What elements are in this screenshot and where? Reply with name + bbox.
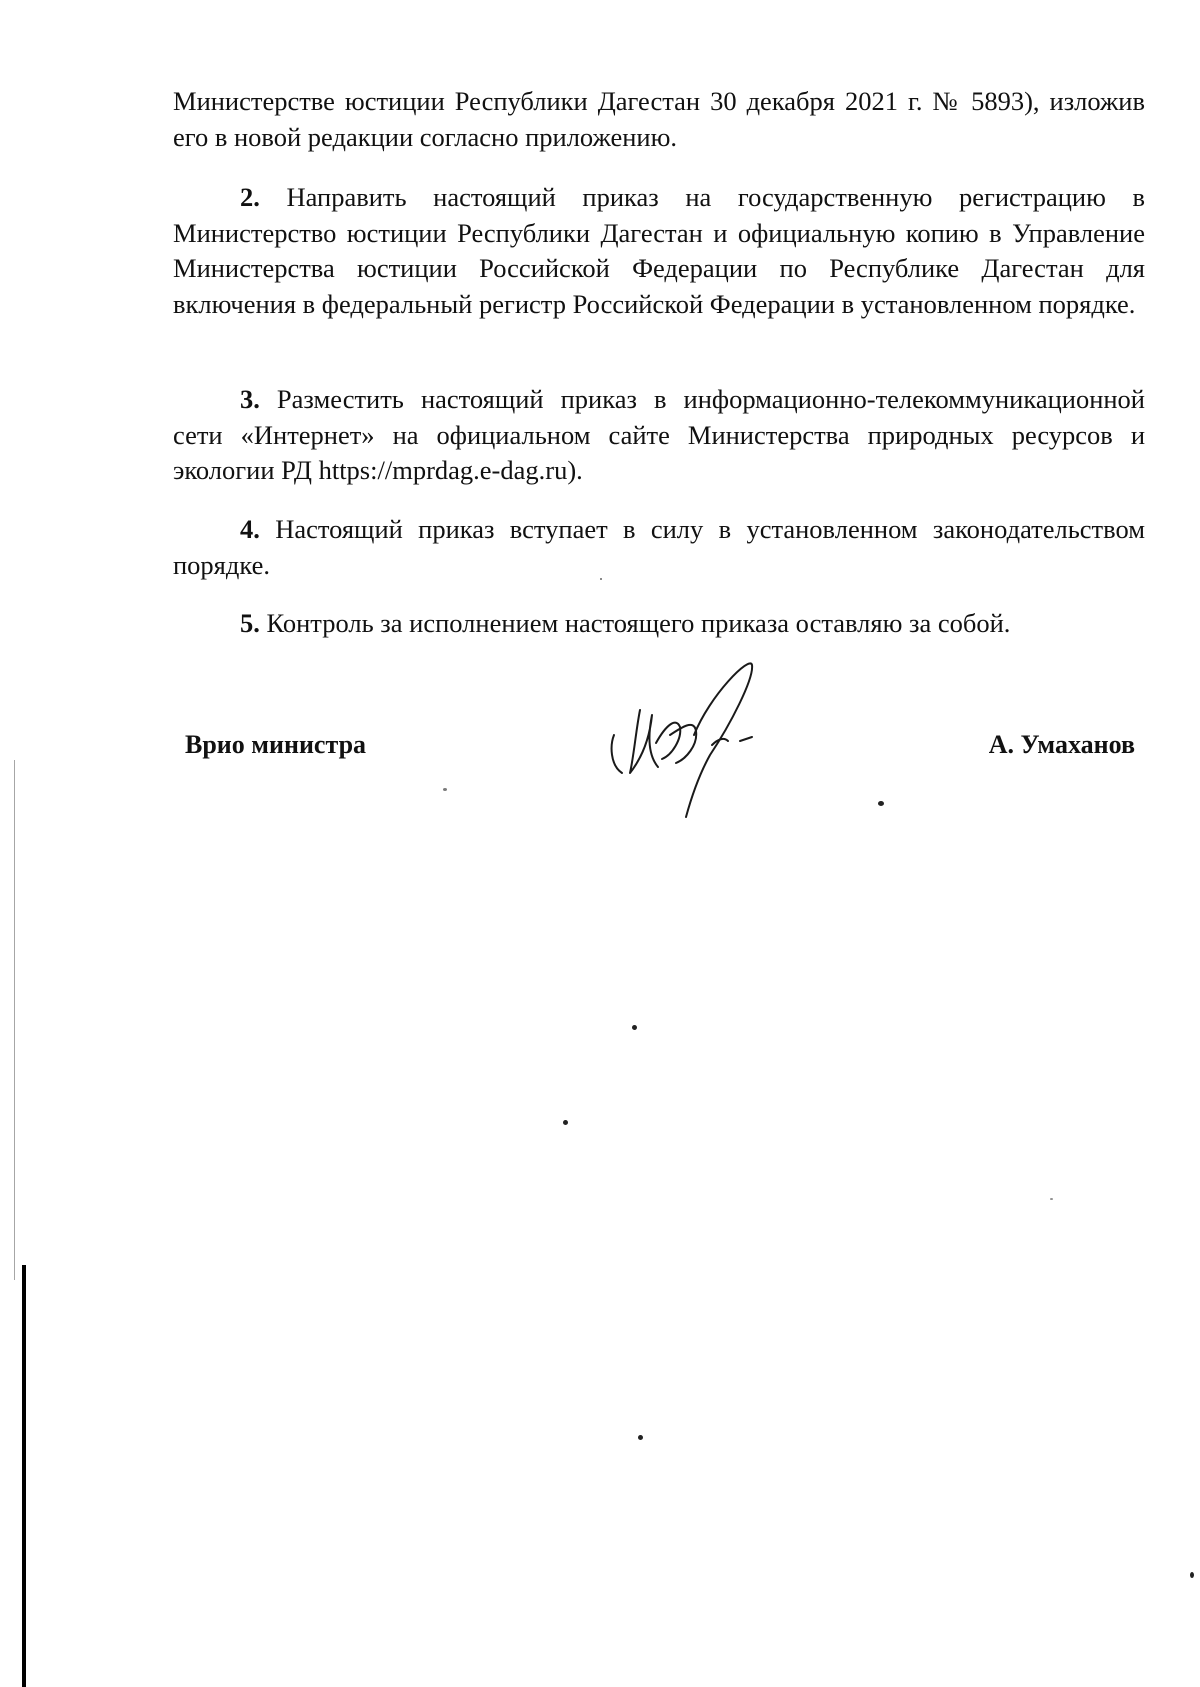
paragraph-3-text: Разместить настоящий приказ в информационно-телекоммуникационной сети «Интернет» на официальном сайте Министерства природных ресурсов и экологии РД https://mprdag.e-dag.ru). <box>173 384 1145 485</box>
scan-speck <box>878 801 884 806</box>
scan-speck <box>443 788 447 791</box>
handwritten-signature <box>600 655 780 825</box>
paragraph-1-continuation <box>173 84 1145 155</box>
paragraph-5-number: 5. <box>240 608 260 638</box>
paragraph-4 <box>173 512 1145 583</box>
paragraph-1-text: Министерстве юстиции Республики Дагестан 30 декабря 2021 г. № 5893), изложив его в новой редакции согласно приложению. <box>173 86 1145 152</box>
scan-speck <box>632 1025 637 1030</box>
paragraph-5-text: Контроль за исполнением настоящего приказа оставляю за собой. <box>259 608 1011 638</box>
scan-speck <box>563 1120 568 1125</box>
scan-edge-line <box>22 1265 26 1687</box>
paragraph-3 <box>173 382 1145 489</box>
scan-speck <box>600 578 602 580</box>
signer-name: А. Умаханов <box>988 730 1135 759</box>
paragraph-2-text: Направить настоящий приказ на государственную регистрацию в Министерство юстиции Республики Дагестан и официальную копию в Управление Министерства юстиции Российской Федерации по Республике Дагестан для включения в федеральный регистр Российской Федерации в установленном порядке. <box>173 182 1145 319</box>
scan-speck <box>638 1435 643 1440</box>
paragraph-2-number: 2. <box>240 182 260 212</box>
paragraph-2 <box>173 180 1145 322</box>
paragraph-5 <box>173 606 1145 642</box>
scan-edge-line <box>14 760 15 1280</box>
scan-speck <box>1050 1198 1053 1200</box>
scan-speck <box>1190 1572 1194 1578</box>
paragraph-4-text: Настоящий приказ вступает в силу в установленном законодательством порядке. <box>173 514 1145 580</box>
paragraph-4-number: 4. <box>240 514 260 544</box>
signer-position: Врио министра <box>185 730 367 759</box>
paragraph-3-number: 3. <box>240 384 260 414</box>
